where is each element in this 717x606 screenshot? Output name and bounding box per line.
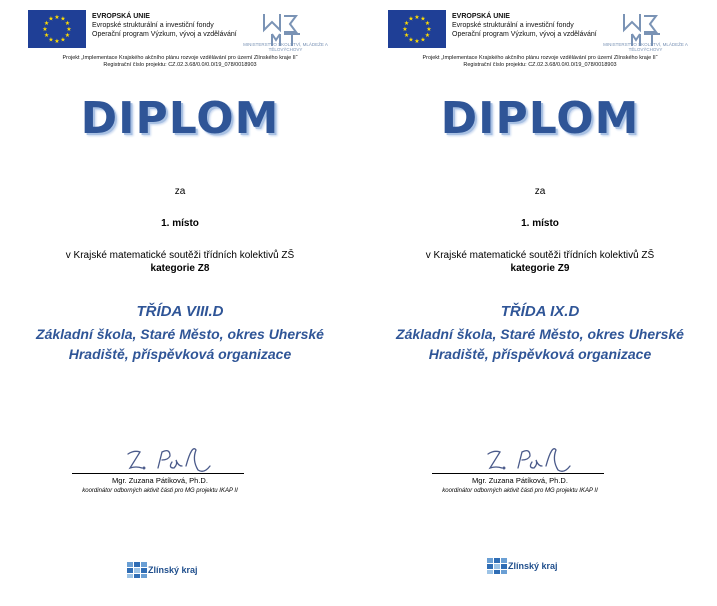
competition-name: v Krajské matematické soutěži třídních kolektivů ZŠ [65,250,295,261]
eu-programme-text [92,12,242,39]
svg-text:★: ★ [54,38,60,45]
project-registration: Registrační číslo projektu: CZ.02.3.68/0.0/0.0/19_078/0018903 [103,62,257,68]
diploma-title: DIPLOM [440,93,640,144]
svg-text:★: ★ [48,15,54,23]
svg-text:★: ★ [60,36,66,44]
for-label: za [534,186,546,197]
project-name: Projekt „Implementace Krajského akčního plánu rozvoje vzdělávání pro území Zlínského kraje II“ [62,55,298,61]
zlin-region-label: Zlínský kraj [508,561,558,571]
svg-text:★: ★ [43,20,50,27]
class-name: TŘÍDA IX.D [500,303,580,320]
svg-text:★: ★ [403,32,410,39]
school-name: Základní škola, Staré Město, okres Uherské Hradiště, příspěvková organizace [36,326,324,362]
place-label: 1. místo [521,218,559,229]
winner-block [370,302,710,364]
svg-text:★: ★ [48,36,54,44]
project-registration: Registrační číslo projektu: CZ.02.3.68/0.0/0.0/19_078/0018903 [463,62,617,68]
svg-text:★: ★ [43,32,50,39]
zlin-region-mark-icon [127,562,147,578]
signature-image [120,438,230,476]
project-name: Projekt „Implementace Krajského akčního plánu rozvoje vzdělávání pro území Zlínského kraje II“ [422,55,658,61]
zlin-region-mark-icon [487,558,507,574]
category-label: kategorie Z8 [150,263,210,274]
zlin-region-logo [127,560,237,584]
zlin-region-label: Zlínský kraj [148,565,198,575]
ministry-label: MINISTERSTVO ŠKOLSTVÍ, MLÁDEŽE A TĚLOVÝCHOVY [243,42,328,52]
svg-text:★: ★ [402,26,408,33]
eu-programme-text [452,12,602,39]
ministry-label: MINISTERSTVO ŠKOLSTVÍ, MLÁDEŽE A TĚLOVÝCHOVY [603,42,688,52]
svg-text:★: ★ [408,15,414,23]
project-info [370,55,710,69]
project-info [10,55,350,69]
competition-text [10,249,350,275]
signature-line [72,473,244,474]
svg-text:★: ★ [426,26,432,33]
category-label: kategorie Z9 [510,263,570,274]
svg-text:★: ★ [414,14,420,21]
competition-text [370,249,710,275]
signer-name: Mgr. Zuzana Pátíková, Ph.D. [112,476,208,485]
signer-name: Mgr. Zuzana Pátíková, Ph.D. [472,476,568,485]
for-label: za [174,186,186,197]
eu-union-label: EVROPSKÁ UNIE [92,13,150,20]
svg-text:★: ★ [408,36,414,44]
diploma-page-left [10,0,350,606]
svg-text:★: ★ [54,14,60,21]
signature-line [432,473,604,474]
competition-name: v Krajské matematické soutěži třídních kolektivů ZŠ [425,250,655,261]
svg-text:★: ★ [64,32,71,39]
svg-text:★: ★ [403,20,410,27]
svg-text:★: ★ [414,38,420,45]
eu-programme-label: Operační program Výzkum, vývoj a vzdělávání [92,31,237,38]
svg-text:★: ★ [424,32,431,39]
winner-block [10,302,350,364]
svg-text:★: ★ [420,36,426,44]
signer-role: koordinátor odborných aktivit části pro MG projektu IKAP II [82,488,238,494]
zlin-region-logo [487,556,597,580]
diploma-title: DIPLOM [80,93,280,144]
eu-funds-label: Evropské strukturální a investiční fondy [452,22,574,29]
eu-flag-icon [28,10,86,48]
school-name: Základní škola, Staré Město, okres Uherské Hradiště, příspěvková organizace [396,326,684,362]
svg-text:★: ★ [420,15,426,23]
svg-text:★: ★ [64,20,71,27]
eu-flag-icon [388,10,446,48]
svg-text:★: ★ [60,15,66,23]
diploma-page-right [370,0,710,606]
svg-text:★: ★ [42,26,48,33]
svg-text:★: ★ [66,26,72,33]
eu-funds-label: Evropské strukturální a investiční fondy [92,22,214,29]
eu-programme-label: Operační program Výzkum, vývoj a vzdělávání [452,31,597,38]
signer-role: koordinátor odborných aktivit části pro MG projektu IKAP II [442,488,598,494]
class-name: TŘÍDA VIII.D [136,303,224,320]
signature-image [480,438,590,476]
place-label: 1. místo [161,218,199,229]
svg-text:★: ★ [424,20,431,27]
eu-union-label: EVROPSKÁ UNIE [452,13,510,20]
